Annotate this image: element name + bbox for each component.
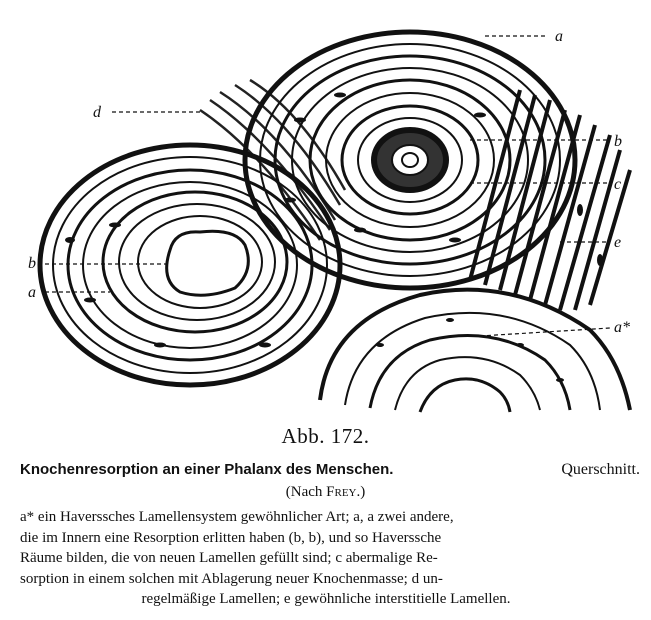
label-c: c — [614, 176, 622, 193]
figure-number: Abb. 172. — [281, 424, 370, 448]
label-b-right: b — [614, 133, 622, 150]
caption-heading-title: Knochenresorption an einer Phalanx des Menschen. — [20, 461, 394, 478]
figure-labels — [28, 28, 630, 336]
label-a-top: a — [555, 28, 563, 45]
source-prefix: (Nach — [285, 484, 323, 500]
label-e: e — [614, 234, 622, 251]
source-suffix: ) — [360, 484, 366, 500]
caption-line: Räume bilden, die von neuen Lamellen gefüllt sind; c abermalige Re- — [20, 550, 438, 566]
haversian-system-left — [40, 145, 340, 385]
label-a-left: a — [28, 284, 36, 301]
caption-heading — [20, 461, 640, 479]
haversian-system-a-star — [320, 290, 630, 412]
caption-heading-section: Querschnitt. — [561, 461, 640, 478]
label-d: d — [93, 104, 101, 121]
caption-source — [0, 484, 651, 501]
label-b-left: b — [28, 255, 36, 272]
caption-line: sorption in einem solchen mit Ablagerung neuer Knochenmasse; d un- — [20, 570, 443, 587]
caption-line: die im Innern eine Resorption erlitten haben (b, b), und so Haverssche — [20, 529, 442, 546]
source-author: Frey. — [326, 484, 361, 500]
caption-line: regelmäßige Lamellen; e gewöhnliche interstitielle Lamellen. — [141, 591, 511, 607]
label-a-star: a* — [614, 319, 630, 336]
caption-body — [20, 507, 632, 610]
caption-line: a* ein Haverssches Lamellensystem gewöhnlicher Art; a, a zwei andere, — [20, 509, 454, 525]
